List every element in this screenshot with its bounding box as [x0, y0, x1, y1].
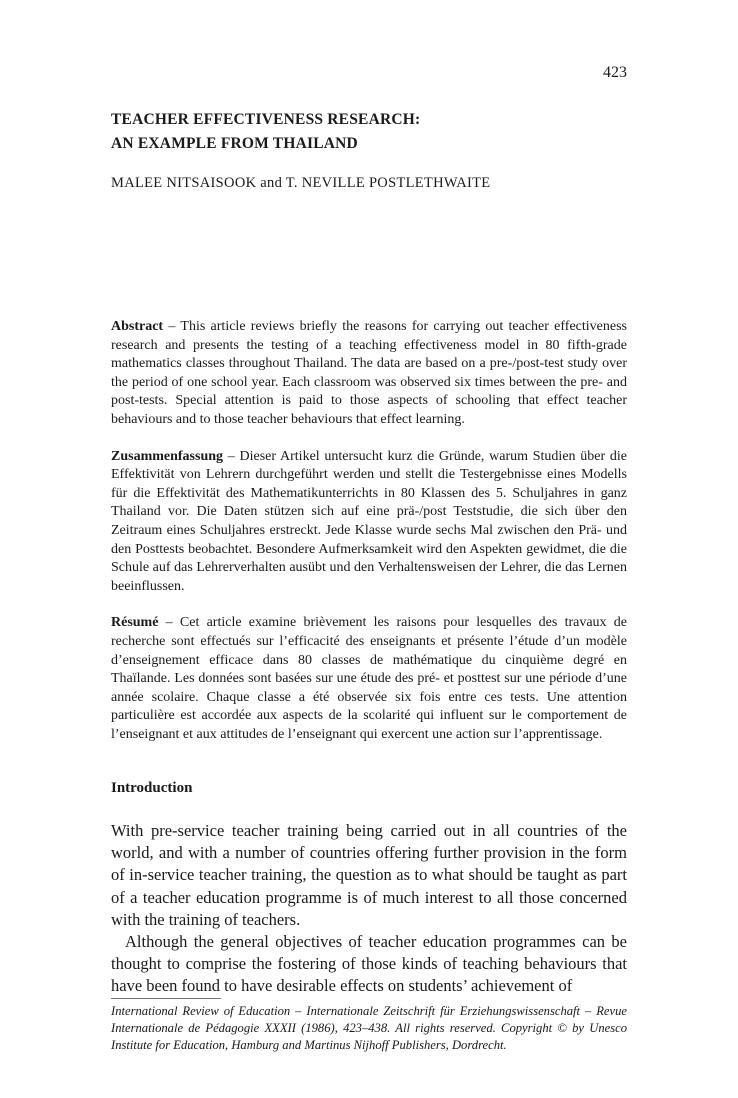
abstract-german — [111, 448, 627, 597]
abstract-french — [111, 614, 627, 744]
abstract-english-text: – This article reviews briefly the reasons for carrying out teacher effectiveness research and presents the testing of a teaching effectiveness model in 80 fifth-grade mathematics classes throughout Thailand. The data are based on a pre-/post-test study over the period of one school year. Each classroom was observed six times between the pre- and post-tests. Special attention is paid to those aspects of schooling that effect teacher behaviours and to those teacher behaviours that effect learning. — [111, 319, 627, 427]
abstract-german-label: Zusammenfassung — [111, 448, 224, 464]
introduction-paragraph-2: Although the general objectives of teacher education programmes can be thought to comprise the fostering of those kinds of teaching behaviours that have been found to have desirable effects on students’ achievement of — [111, 932, 627, 996]
abstract-english — [111, 318, 627, 430]
article-title — [111, 108, 420, 156]
section-heading-introduction: Introduction — [111, 780, 193, 796]
abstract-german-text: – Dieser Artikel untersucht kurz die Gründe, warum Studien über die Effektivität von Lehrern durchgeführt werden und stellt die Testergebnisse eines Modells für die Effektivität des Mathematikunterrichts in 80 Klassen des 5. Schuljahres in ganz Thailand vor. Die Daten stützen sich auf eine prä-/post Teststudie, die sich über den Zeitraum eines Schuljahres erstreckt. Jede Klasse wurde sechs Mal zwischen den Prä- und den Posttests beobachtet. Besondere Aufmerksamkeit wird den Aspekten gewidmet, die die Schule auf das Lehrerverhalten ausübt und den Verhaltensweisen der Lehrer, die das Lernen beeinflussen. — [111, 448, 627, 594]
abstracts-section — [111, 318, 627, 762]
abstract-french-text: – Cet article examine brièvement les raisons pour lesquelles des travaux de recherche sont effectués sur l’efficacité des enseignants et présente l’étude d’un modèle d’enseignement efficace dans 80 classes de mathématique du cinquième degré en Thaïlande. Les données sont basées sur une étude des pré- et posttest sur une période d’une année scolaire. Chaque classe a été observée six fois entre ces tests. Une attention particulière est accordée aux aspects de la scolarité qui influent sur le comportement de l’enseignant et aux attitudes de l’enseignant qui exercent une action sur l’apprentissage. — [111, 615, 627, 742]
footnote-divider — [111, 998, 221, 999]
introduction-paragraph-1: With pre-service teacher training being carried out in all countries of the world, and with a number of countries offering further provision in the form of in-service teacher training, the question as to what should be taught as part of a teacher education programme is of much interest to all those concerned with the training of teachers. — [111, 821, 627, 929]
citation-footer: International Review of Education – Internationale Zeitschrift für Erziehungswissenschaft – Revue Internationale de Pédagogie XXXII (1986), 423–438. All rights reserved. Copyright © by Unesco Institute for Education, Hamburg and Martinus Nijhoff Publishers, Dordrecht. — [111, 1004, 627, 1052]
article-authors: MALEE NITSAISOOK and T. NEVILLE POSTLETHWAITE — [111, 175, 491, 191]
page-number: 423 — [603, 64, 627, 81]
abstract-french-label: Résumé — [111, 615, 159, 631]
article-title-line-1: TEACHER EFFECTIVENESS RESEARCH: — [111, 111, 421, 128]
abstract-english-label: Abstract — [111, 319, 164, 334]
introduction-body — [111, 820, 627, 998]
article-title-line-2: AN EXAMPLE FROM THAILAND — [111, 135, 358, 152]
